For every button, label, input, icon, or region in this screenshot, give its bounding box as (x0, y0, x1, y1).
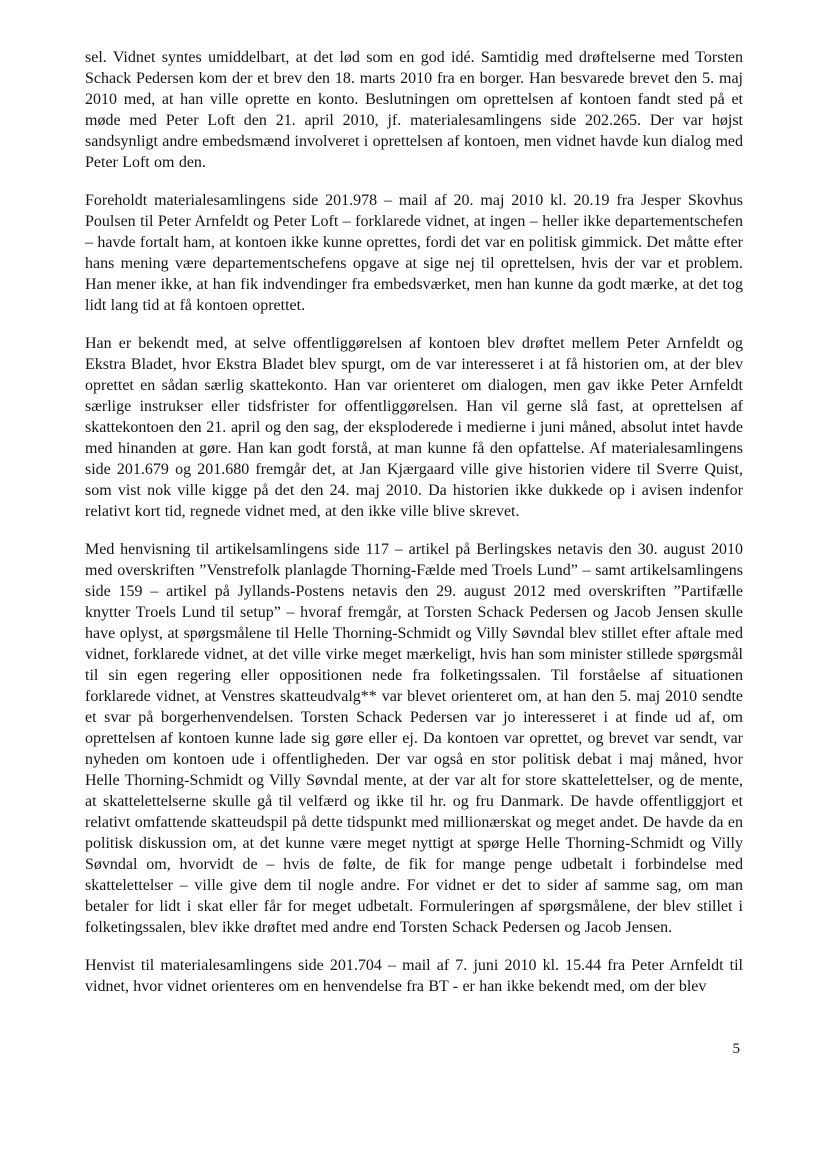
paragraph-3: Han er bekendt med, at selve offentliggørelsen af kontoen blev drøftet mellem Peter Arnfeldt og Ekstra Bladet, hvor Ekstra Bladet blev spurgt, om de var interesseret i at få historien om, at der blev oprettet en sådan særlig skattekonto. Han var orienteret om dialogen, men gav ikke Peter Arnfeldt særlige instrukser eller tidsfrister for offentliggørelsen. Han vil gerne slå fast, at oprettelsen af skattekontoen den 21. april og den sag, der eksploderede i medierne i juni måned, absolut intet havde med hinanden at gøre. Han kan godt forstå, at man kunne få den opfattelse. Af materialesamlingens side 201.679 og 201.680 fremgår det, at Jan Kjærgaard ville give historien videre til Sverre Quist, som vist nok ville kigge på det den 24. maj 2010. Da historien ikke dukkede op i avisen indenfor relativt kort tid, regnede vidnet med, at den ikke ville blive skrevet. (85, 335, 743, 520)
paragraph-4: Med henvisning til artikelsamlingens side 117 – artikel på Berlingskes netavis den 30. august 2010 med overskriften ”Venstrefolk planlagde Thorning-Fælde med Troels Lund” – samt artikelsamlingens side 159 – artikel på Jyllands-Postens netavis den 29. august 2012 med overskriften ”Partifælle knytter Troels Lund til setup” – hvoraf fremgår, at Torsten Schack Pedersen og Jacob Jensen skulle have oplyst, at spørgsmålene til Helle Thorning-Schmidt og Villy Søvndal blev stillet efter aftale med vidnet, forklarede vidnet, at det ville virke meget mærkeligt, hvis han som minister stillede spørgsmål til sin egen regering eller oppositionen nede fra folketingssalen. Til forståelse af situationen forklarede vidnet, at Venstres skatteudvalg** var blevet orienteret om, at han den 5. maj 2010 sendte et svar på borgerhenvendelsen. Torsten Schack Pedersen var jo interesseret i at finde ud af, om oprettelsen af kontoen kunne lade sig gøre eller ej. Da kontoen var oprettet, og brevet var sendt, var nyheden om kontoen ude i offentligheden. Der var også en stor politisk debat i maj måned, hvor Helle Thorning-Schmidt og Villy Søvndal mente, at der var alt for store skattelettelser, og de mente, at skattelettelserne skulle gå til velfærd og ikke til hr. og fru Danmark. De havde offentliggjort et relativt omfattende skatteudspil på dette tidspunkt med millionærskat og meget andet. De havde da en politisk diskussion om, at det kunne være meget nyttigt at spørge Helle Thorning-Schmidt og Villy Søvndal om, hvorvidt de – hvis de følte, de fik for mange penge udbetalt i forbindelse med skattelettelser – ville give dem til nogle andre. For vidnet er det to sider af samme sag, om man betaler for lidt i skat eller får for meget udbetalt. Formuleringen af spørgsmålene, der blev stillet i folketingssalen, blev ikke drøftet med andre end Torsten Schack Pedersen og Jacob Jensen. (85, 541, 743, 936)
page-number: 5 (732, 1041, 740, 1057)
document-body (85, 47, 743, 1014)
paragraph-5: Henvist til materialesamlingens side 201.704 – mail af 7. juni 2010 kl. 15.44 fra Peter Arnfeldt til vidnet, hvor vidnet orienteres om en henvendelse fra BT - er han ikke bekendt med, om der blev (85, 957, 743, 995)
paragraph-2: Foreholdt materialesamlingens side 201.978 – mail af 20. maj 2010 kl. 20.19 fra Jesper Skovhus Poulsen til Peter Arnfeldt og Peter Loft – forklarede vidnet, at ingen – heller ikke departementschefen – havde fortalt ham, at kontoen ikke kunne oprettes, fordi det var en politisk gimmick. Det måtte efter hans mening være departementschefens opgave at sige nej til oprettelsen, hvis der var et problem. Han mener ikke, at han fik indvendinger fra embedsværket, men han kunne da godt mærke, at det tog lidt lang tid at få kontoen oprettet. (85, 192, 743, 314)
paragraph-1: sel. Vidnet syntes umiddelbart, at det lød som en god idé. Samtidig med drøftelserne med Torsten Schack Pedersen kom der et brev den 18. marts 2010 fra en borger. Han besvarede brevet den 5. maj 2010 med, at han ville oprette en konto. Beslutningen om oprettelsen af kontoen fandt sted på et møde med Peter Loft den 21. april 2010, jf. materialesamlingens side 202.265. Der var højst sandsynligt andre embedsmænd involveret i oprettelsen af kontoen, men vidnet havde kun dialog med Peter Loft om den. (85, 49, 743, 171)
